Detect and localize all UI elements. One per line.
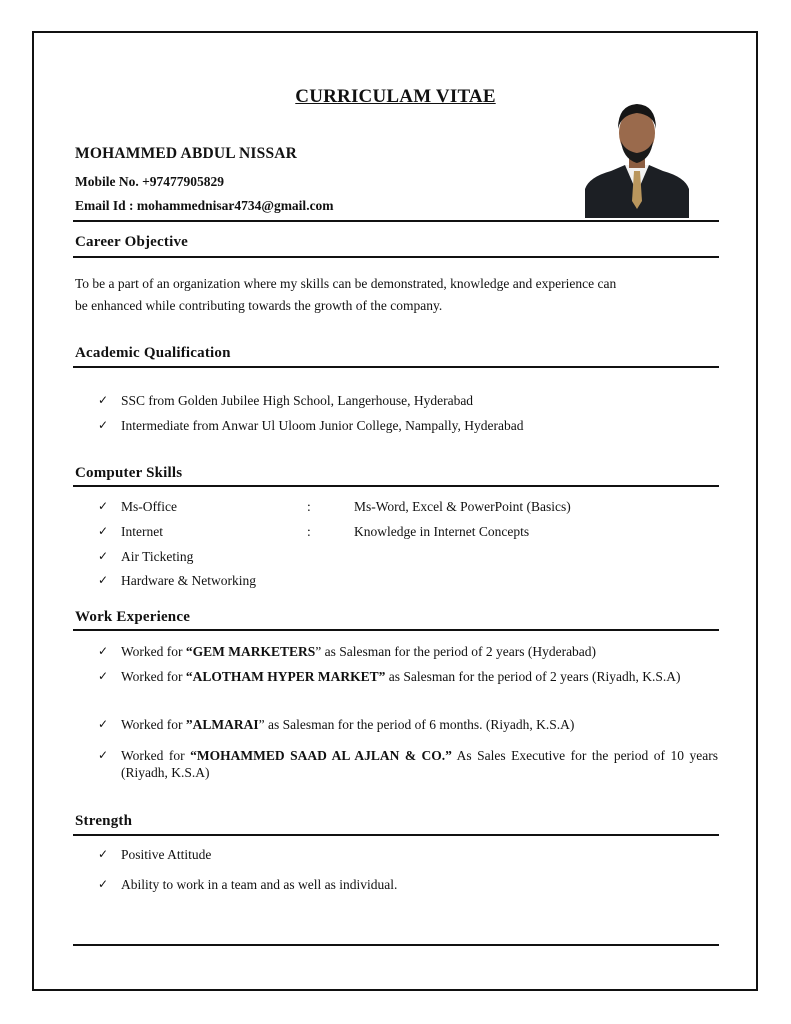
career-objective-heading: Career Objective (75, 234, 189, 250)
work-item-text (121, 747, 718, 781)
career-objective-line-1: To be a part of an organization where my skills can be demonstrated, knowledge and experience can (75, 276, 617, 291)
checkmark-icon: ✓ (98, 748, 109, 762)
checkmark-icon: ✓ (98, 644, 109, 658)
list-item (98, 572, 718, 589)
list-item (98, 498, 718, 515)
academic-qualification-heading: Academic Qualification (75, 345, 231, 361)
list-item (98, 716, 718, 733)
list-item (98, 876, 718, 893)
work-experience-heading: Work Experience (75, 609, 191, 625)
work-item-prefix: Worked for (121, 717, 186, 732)
skill-separator: : (307, 524, 311, 539)
checkmark-icon: ✓ (98, 499, 109, 513)
academic-divider (73, 366, 719, 368)
career-objective-divider (73, 256, 719, 258)
checkmark-icon: ✓ (98, 418, 109, 432)
skill-value: Knowledge in Internet Concepts (354, 524, 530, 539)
checkmark-icon: ✓ (98, 549, 109, 563)
list-item (98, 392, 718, 409)
career-objective-line-2: be enhanced while contributing towards the growth of the company. (75, 298, 443, 313)
work-item-text (121, 716, 718, 733)
list-item (98, 643, 718, 660)
strength-item-text: Positive Attitude (121, 847, 212, 862)
strength-divider (73, 834, 719, 836)
checkmark-icon: ✓ (98, 524, 109, 538)
work-item-details: As Sales Executive for the period of 10 years (Riyadh, K.S.A) (121, 748, 718, 780)
checkmark-icon: ✓ (98, 717, 109, 731)
skill-label: Air Ticketing (121, 549, 194, 564)
work-item-prefix: Worked for (121, 644, 186, 659)
work-item-details: as Salesman for the period of 2 years (Riyadh, K.S.A) (385, 669, 681, 684)
checkmark-icon: ✓ (98, 393, 109, 407)
list-item (98, 846, 718, 863)
checkmark-icon: ✓ (98, 847, 109, 861)
work-item-prefix: Worked for (121, 748, 191, 763)
list-item (98, 668, 718, 685)
list-item (98, 417, 718, 434)
checkmark-icon: ✓ (98, 573, 109, 587)
strength-item-text: Ability to work in a team and as well as individual. (121, 877, 398, 892)
list-item (98, 523, 718, 540)
profile-photo (585, 97, 689, 218)
document-title: CURRICULAM VITAE (295, 86, 496, 107)
list-item (98, 548, 718, 565)
work-experience-divider (73, 629, 719, 631)
employer-name: ”ALMARAI (185, 717, 259, 732)
skill-label: Hardware & Networking (121, 573, 256, 588)
header-divider (73, 220, 719, 222)
candidate-name: MOHAMMED ABDUL NISSAR (75, 145, 298, 162)
work-item-details: ” as Salesman for the period of 6 months. (Riyadh, K.S.A) (258, 717, 575, 732)
skill-label: Internet (121, 524, 163, 539)
person-photo-icon (585, 97, 689, 218)
academic-item-text: Intermediate from Anwar Ul Uloom Junior College, Nampally, Hyderabad (121, 418, 524, 433)
skill-separator: : (307, 499, 311, 514)
work-item-text (121, 643, 718, 660)
employer-name: “ALOTHAM HYPER MARKET” (185, 669, 386, 684)
computer-skills-divider (73, 485, 719, 487)
work-item-text (121, 668, 718, 685)
footer-divider (73, 944, 719, 946)
checkmark-icon: ✓ (98, 669, 109, 683)
mobile-number: Mobile No. +97477905829 (75, 174, 225, 189)
skill-value: Ms-Word, Excel & PowerPoint (Basics) (354, 499, 571, 514)
computer-skills-heading: Computer Skills (75, 465, 183, 481)
checkmark-icon: ✓ (98, 877, 109, 891)
list-item (98, 747, 718, 781)
employer-name: “MOHAMMED SAAD AL AJLAN & CO.” (190, 748, 452, 763)
email-address: Email Id : mohammednisar4734@gmail.com (75, 198, 334, 213)
work-item-prefix: Worked for (121, 669, 186, 684)
strength-heading: Strength (75, 813, 133, 829)
academic-item-text: SSC from Golden Jubilee High School, Langerhouse, Hyderabad (121, 393, 474, 408)
work-item-details: ” as Salesman for the period of 2 years (Hyderabad) (315, 644, 597, 659)
skill-label: Ms-Office (121, 499, 177, 514)
employer-name: “GEM MARKETERS (185, 644, 316, 659)
